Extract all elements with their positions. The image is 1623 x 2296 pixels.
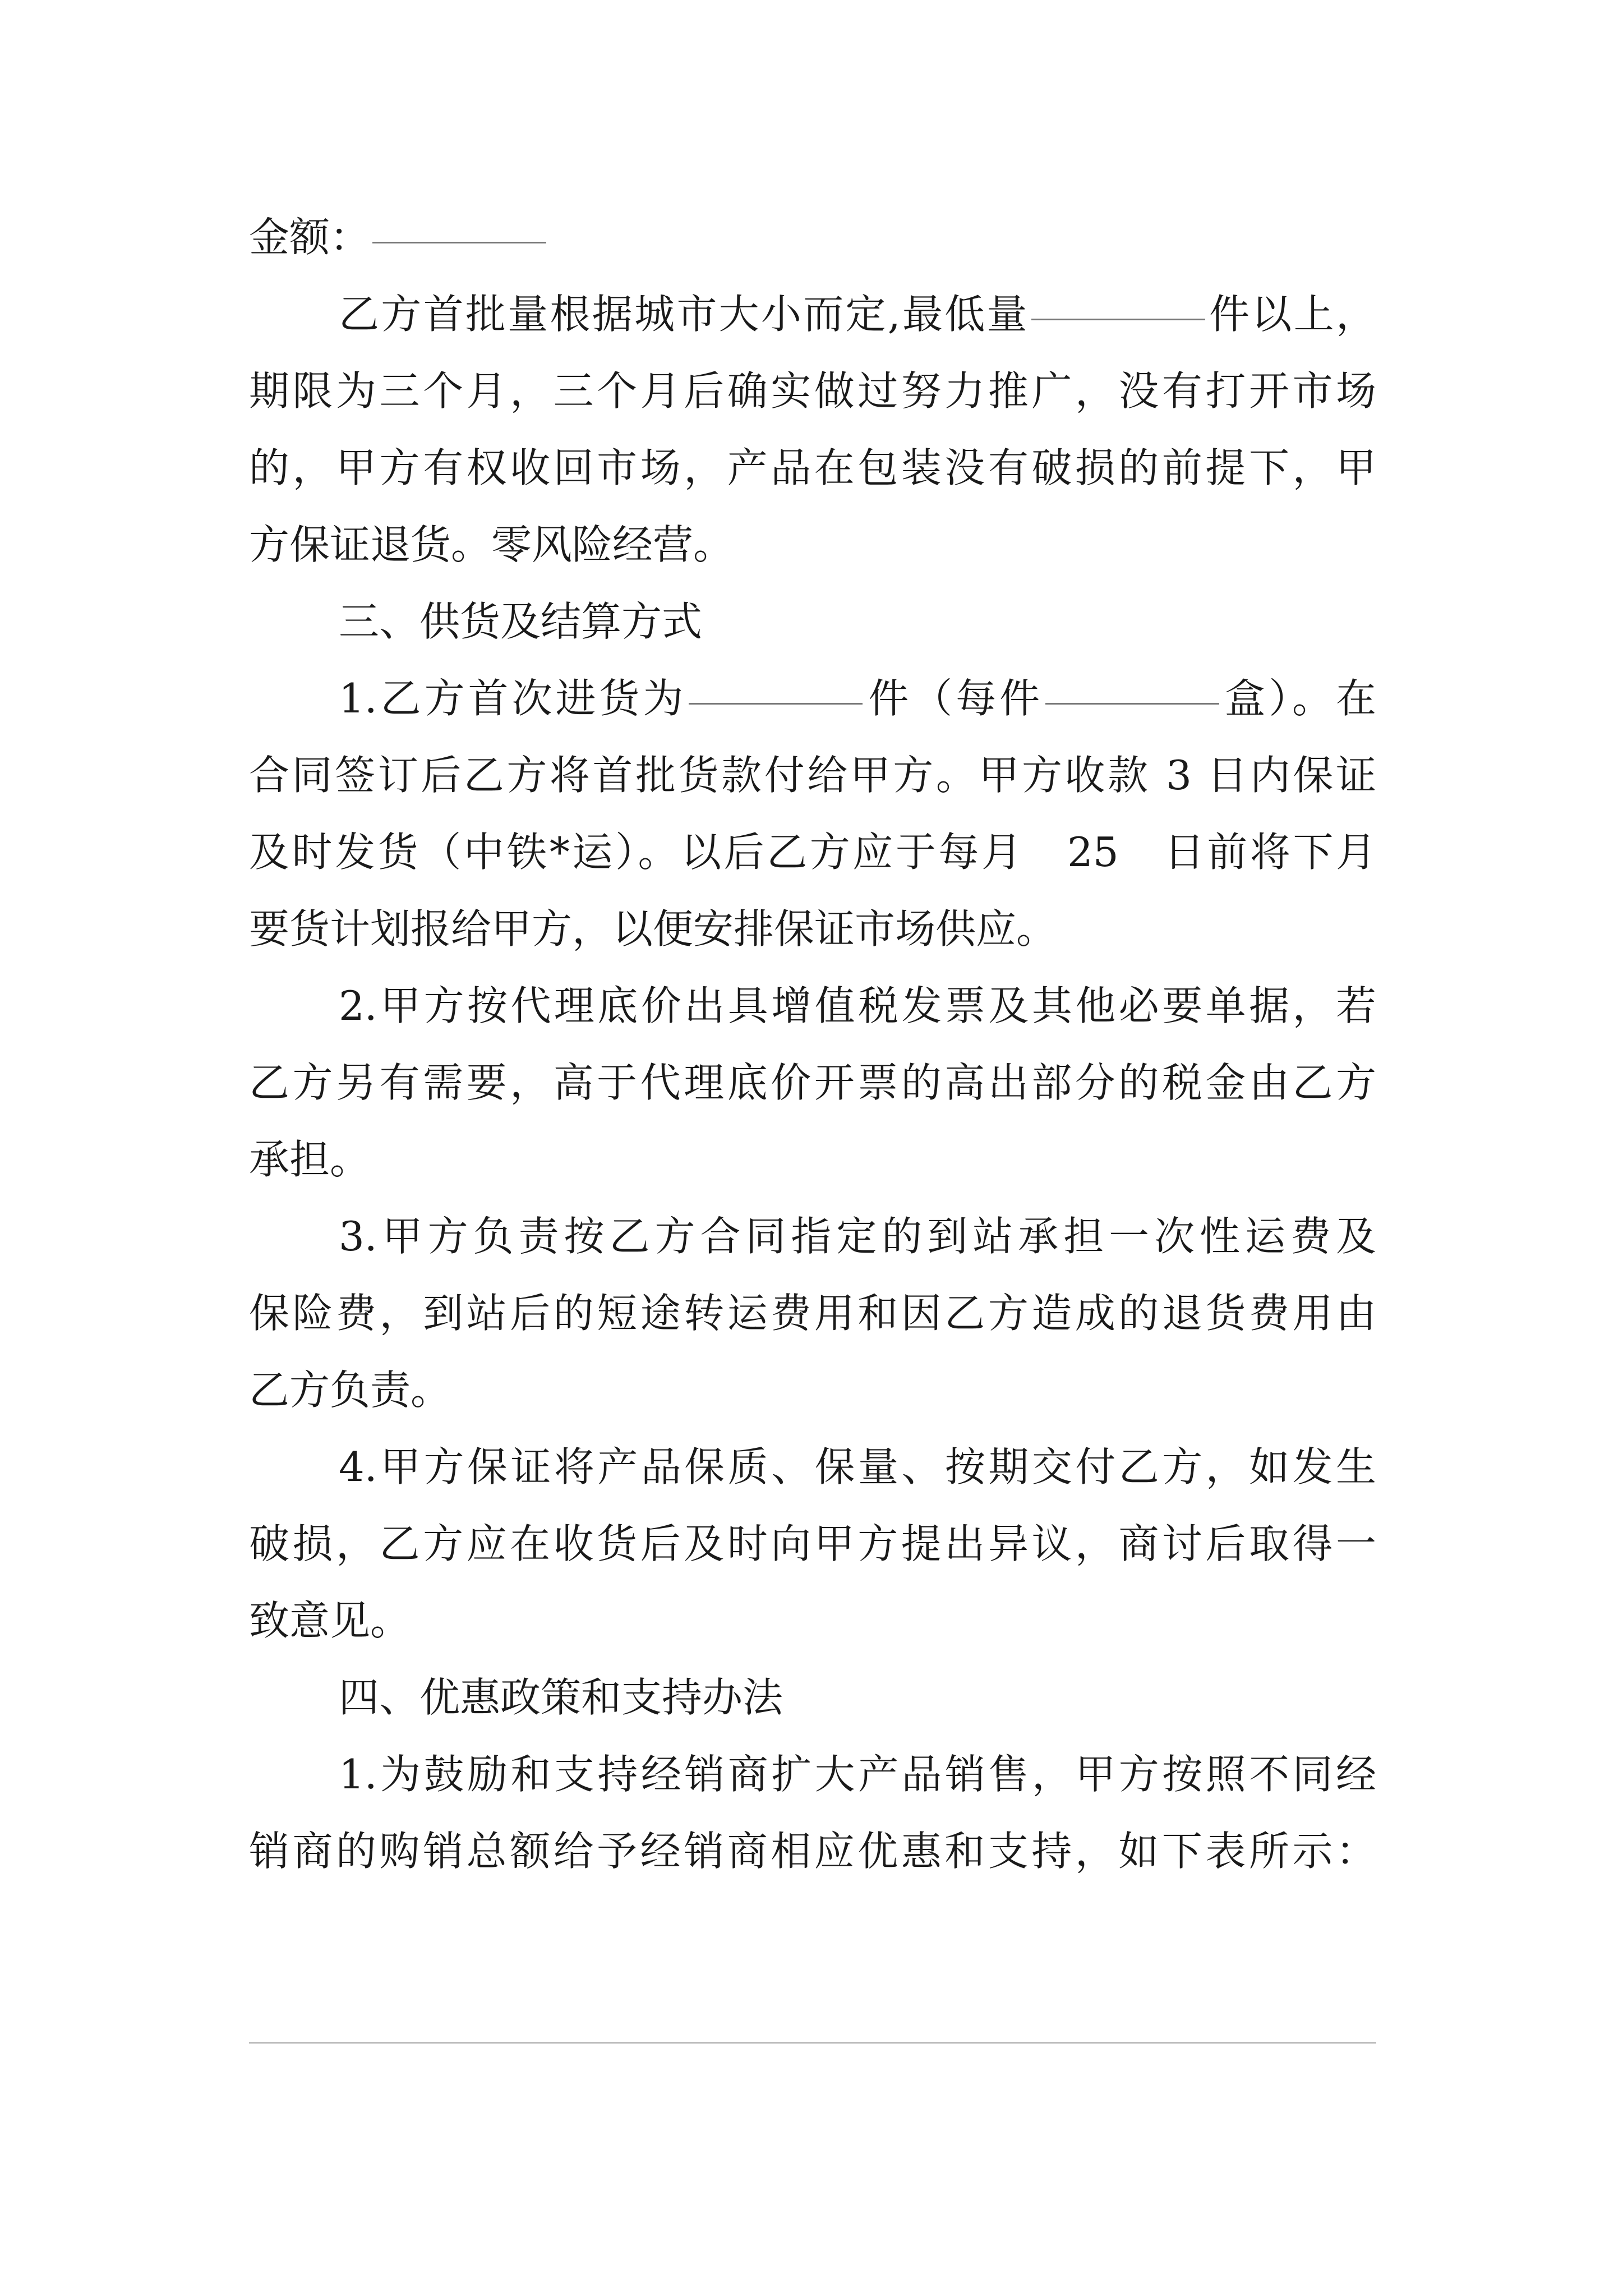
document-body bbox=[249, 199, 1376, 1890]
paragraph-line: 及时发货（中铁*运）。以后乙方应于每月 25 日前将下月 bbox=[249, 829, 1376, 876]
paragraph-line: 2.甲方按代理底价出具增值税发票及其他必要单据，若 bbox=[339, 982, 1376, 1029]
text-span: 件（每件 bbox=[865, 675, 1044, 722]
section-heading: 四、优惠政策和支持办法 bbox=[339, 1674, 783, 1721]
amount-line bbox=[249, 199, 1376, 276]
paragraph-line bbox=[249, 276, 1376, 353]
text-span: 盒）。在 bbox=[1221, 675, 1376, 722]
paragraph-line: 1.为鼓励和支持经销商扩大产品销售，甲方按照不同经 bbox=[339, 1751, 1376, 1798]
paragraph-line: 乙方另有需要，高于代理底价开票的高出部分的税金由乙方 bbox=[249, 1059, 1376, 1106]
paragraph-line: 的，甲方有权收回市场，产品在包装没有破损的前提下，甲 bbox=[249, 444, 1376, 491]
paragraph-line: 承担。 bbox=[249, 1136, 371, 1183]
footer-divider bbox=[249, 2042, 1376, 2044]
paragraph-line: 合同签订后乙方将首批货款付给甲方。甲方收款 3 日内保证 bbox=[249, 752, 1376, 799]
text-span: 1.乙方首次进货为 bbox=[339, 675, 687, 722]
paragraph-line: 要货计划报给甲方，以便安排保证市场供应。 bbox=[249, 905, 1057, 953]
text-span: 乙方首批量根据城市大小而定,最低量 bbox=[339, 291, 1029, 338]
paragraph-line: 保险费，到站后的短途转运费用和因乙方造成的退货费用由 bbox=[249, 1290, 1376, 1337]
amount-blank-field[interactable] bbox=[372, 241, 546, 243]
paragraph-line: 方保证退货。零风险经营。 bbox=[249, 521, 734, 568]
paragraph-line: 破损，乙方应在收货后及时向甲方提出异议，商讨后取得一 bbox=[249, 1520, 1376, 1567]
paragraph-line bbox=[249, 660, 1376, 737]
paragraph-line: 销商的购销总额给予经销商相应优惠和支持，如下表所示： bbox=[249, 1828, 1376, 1875]
paragraph-line: 乙方负责。 bbox=[249, 1366, 451, 1414]
min-quantity-blank-field[interactable] bbox=[1031, 318, 1205, 320]
amount-label: 金额： bbox=[249, 214, 371, 261]
paragraph-line: 致意见。 bbox=[249, 1597, 411, 1644]
paragraph-line: 期限为三个月，三个月后确实做过努力推广，没有打开市场 bbox=[249, 367, 1376, 415]
first-order-quantity-blank-field[interactable] bbox=[689, 702, 863, 705]
paragraph-line: 4.甲方保证将产品保质、保量、按期交付乙方，如发生 bbox=[339, 1443, 1376, 1490]
section-heading: 三、供货及结算方式 bbox=[339, 598, 703, 645]
text-span: 件以上， bbox=[1207, 291, 1376, 338]
paragraph-line: 3.甲方负责按乙方合同指定的到站承担一次性运费及 bbox=[339, 1213, 1376, 1260]
boxes-per-item-blank-field[interactable] bbox=[1045, 702, 1219, 705]
